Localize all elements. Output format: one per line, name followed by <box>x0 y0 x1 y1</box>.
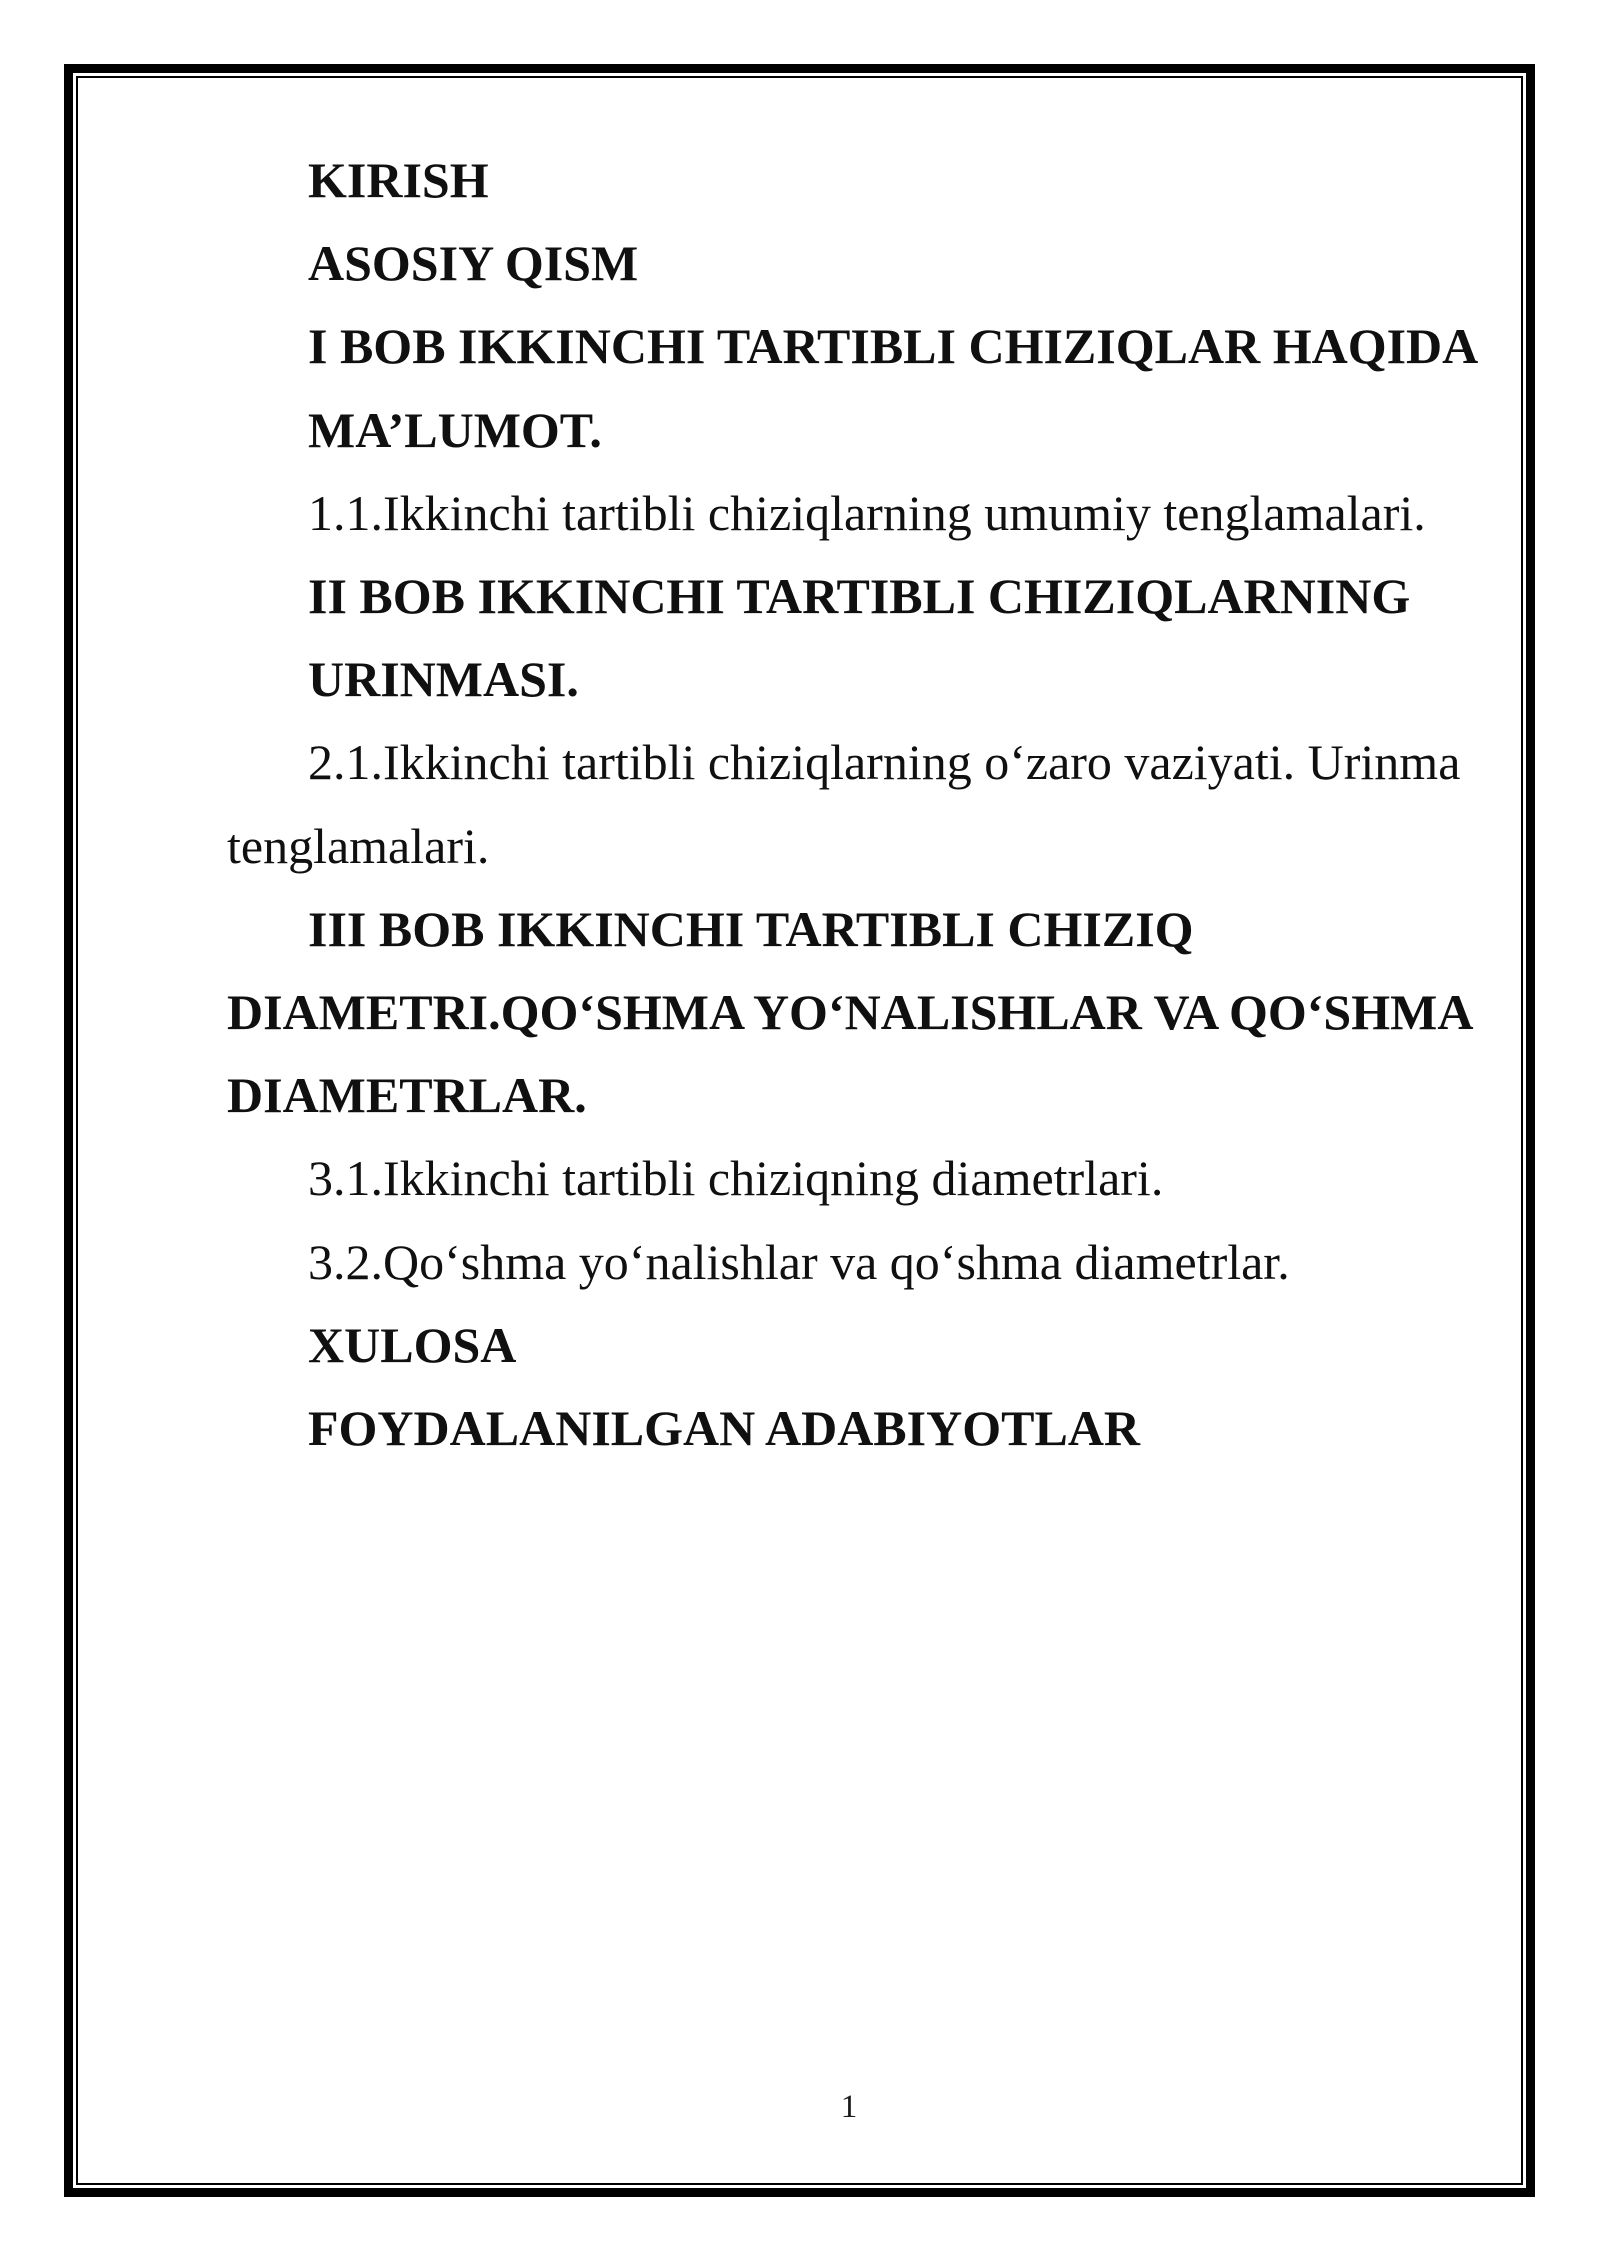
toc-line-6: II BOB IKKINCHI TARTIBLI CHIZIQLARNING <box>308 568 1411 625</box>
toc-line-1: KIRISH <box>308 152 489 208</box>
toc-line-3: I BOB IKKINCHI TARTIBLI CHIZIQLAR HAQIDA <box>308 318 1479 375</box>
toc-line-16: FOYDALANILGAN ADABIYOTLAR <box>308 1400 1141 1457</box>
document-body <box>78 78 1521 1470</box>
toc-line-9: tenglamalari. <box>227 817 490 874</box>
page-border-outer <box>64 64 1535 2197</box>
page-border-inner <box>76 76 1523 2185</box>
toc-line-15: XULOSA <box>308 1316 517 1373</box>
toc-line-10: III BOB IKKINCHI TARTIBLI CHIZIQ <box>308 900 1194 957</box>
toc-line-14: 3.2.Qoʻshma yoʻnalishlar va qoʻshma diametrlar. <box>308 1233 1290 1290</box>
toc-line-5: 1.1.Ikkinchi tartibli chiziqlarning umumiy tenglamalari. <box>308 484 1426 541</box>
page-number: 1 <box>840 2089 858 2125</box>
toc-line-11: DIAMETRI.QOʻSHMA YOʻNALISHLAR VA QOʻSHMA <box>227 984 1474 1041</box>
toc-line-4: MA’LUMOT. <box>308 401 602 458</box>
toc-line-13: 3.1.Ikkinchi tartibli chiziqning diametrlari. <box>308 1150 1164 1207</box>
toc-line-2: ASOSIY QISM <box>308 235 639 292</box>
toc-line-12: DIAMETRLAR. <box>227 1067 587 1124</box>
toc-line-8: 2.1.Ikkinchi tartibli chiziqlarning oʻzaro vaziyati. Urinma <box>308 734 1461 791</box>
toc-line-7: URINMASI. <box>308 651 579 708</box>
